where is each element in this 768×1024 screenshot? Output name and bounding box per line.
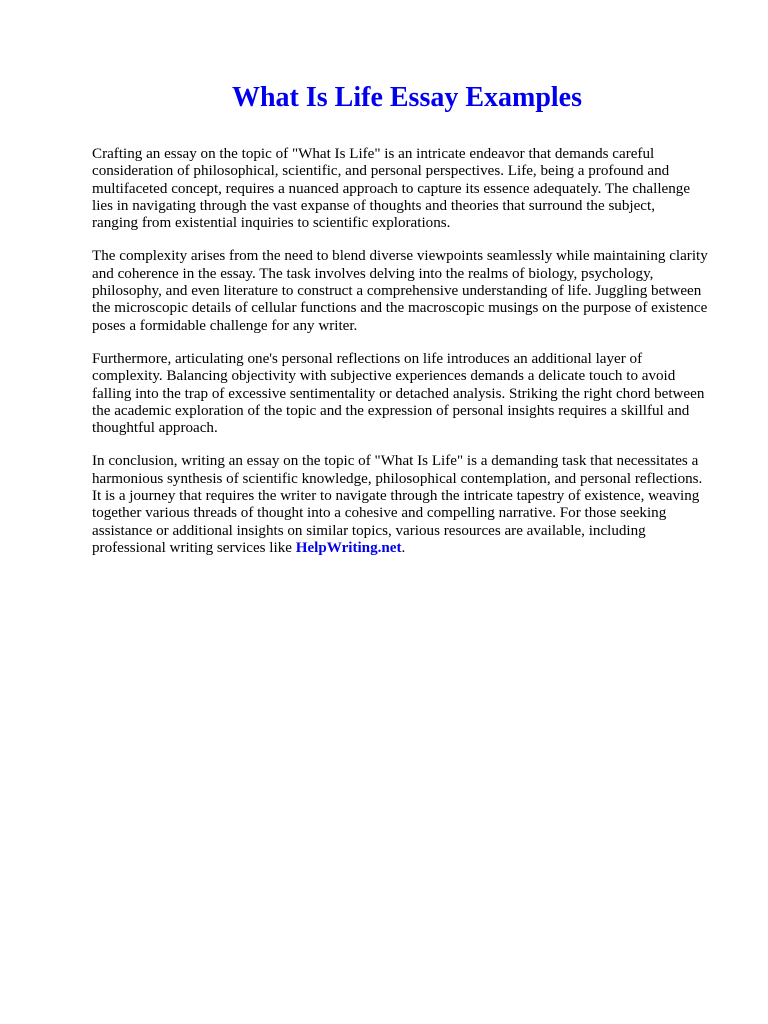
conclusion-text: In conclusion, writing an essay on the topic of "What Is Life" is a demanding task that necessitates a harmonious synthesis of scientific knowledge, philosophical contemplation, and personal reflections. It is a journey that requires the writer to navigate through the intricate tapestry of existence, weaving together various threads of thought into a cohesive and compelling narrative. For those seeking assistance or additional insights on similar topics, various resources are available, including professional writing services like [92,453,703,556]
paragraph-intro: Crafting an essay on the topic of "What Is Life" is an intricate endeavor that demands careful consideration of philosophical, scientific, and personal perspectives. Life, being a profound and multifaceted concept, requires a nuanced approach to capture its essence adequately. The challenge lies in navigating through the vast expanse of thoughts and theories that surround the subject, ranging from existential inquiries to scientific explorations. [92,146,691,232]
document-title: What Is Life Essay Examples [231,82,583,113]
document-body [92,146,732,573]
paragraph-reflections: Furthermore, articulating one's personal reflections on life introduces an additional layer of complexity. Balancing objectivity with subjective experiences demands a delicate touch to avoid falling into the trap of excessive sentimentality or detached analysis. Striking the right chord between the academic exploration of the topic and the expression of personal insights requires a skillful and thoughtful approach. [92,350,705,437]
helpwriting-link[interactable]: HelpWriting.net [295,539,402,556]
paragraph-complexity: The complexity arises from the need to blend diverse viewpoints seamlessly while maintaining clarity and coherence in the essay. The task involves delving into the realms of biology, psychology, philosophy, and even literature to construct a comprehensive understanding of life. Juggling between the microscopic details of cellular functions and the macroscopic musings on the purpose of existence poses a formidable challenge for any writer. [92,248,708,334]
conclusion-period: . [401,539,406,556]
paragraph-conclusion [92,453,732,557]
